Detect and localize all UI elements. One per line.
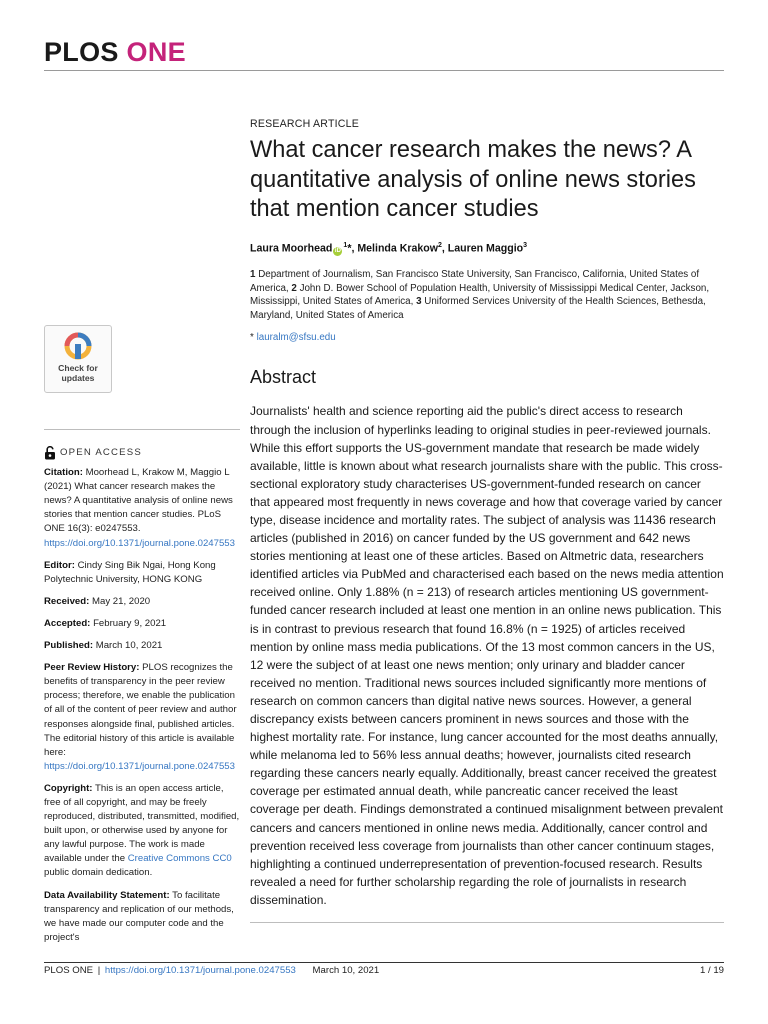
affiliation-number: 1	[250, 269, 256, 281]
sidebar-divider	[44, 429, 240, 430]
author-name[interactable]: Melinda Krakow	[357, 242, 438, 255]
received-date: May 21, 2020	[92, 595, 151, 607]
copyright-tail: public domain dedication.	[44, 867, 153, 879]
editor-text: Cindy Sing Bik Ngai, Hong Kong Polytechnic University, HONG KONG	[44, 559, 216, 585]
data-availability-text: To facilitate transparency and replication of our methods, we have made our computer code and the project's	[44, 889, 234, 943]
corresponding-mark: *	[250, 332, 254, 344]
author-name[interactable]: Lauren Maggio	[447, 242, 524, 255]
footer-separator: |	[97, 965, 101, 976]
article-main	[250, 118, 724, 923]
published-label: Published:	[44, 640, 94, 652]
corresponding-mark: *	[347, 242, 352, 255]
footer-journal: PLOS ONE	[44, 965, 94, 976]
orcid-icon[interactable]: iD	[334, 248, 341, 255]
citation-doi-link[interactable]: https://doi.org/10.1371/journal.pone.0247553	[44, 537, 235, 549]
crossmark-icon	[63, 332, 93, 362]
corresponding-author	[250, 332, 724, 343]
accepted-block	[44, 617, 240, 631]
citation-block	[44, 466, 240, 551]
page-footer	[44, 965, 724, 976]
article-type: RESEARCH ARTICLE	[250, 118, 359, 130]
citation-label: Citation:	[44, 467, 83, 479]
footer-doi-link[interactable]: https://doi.org/10.1371/journal.pone.0247553	[104, 965, 296, 976]
author-list: Laura Moorhead $iD^1*$, Melinda Krakow$^2$, Lauren Maggio$^3$	[250, 241, 528, 255]
affiliation-text: Department of Journalism, San Francisco State University, San Francisco, California, United States of America,	[250, 269, 700, 294]
copyright-text: This is an open access article, free of all copyright, and may be freely reproduced, distributed, transmitted, modified, built upon, or otherwise used by anyone for any lawful purpose. The work is made available under the	[44, 782, 240, 865]
author-affiliation-mark: 1	[343, 241, 348, 249]
article-sidebar	[44, 325, 240, 953]
affiliation-text: Uniformed Services University of the Health Sciences, Bethesda, Maryland, United States of America	[250, 296, 706, 321]
citation-text: Moorhead L, Krakow M, Maggio L (2021) What cancer research makes the news? A quantitative analysis of online news stories that mention cancer studies. PLoS ONE 16(3): e0247553.	[44, 467, 233, 535]
editor-block	[44, 559, 240, 587]
open-access-label	[44, 446, 240, 460]
journal-logo[interactable]	[44, 36, 186, 68]
copyright-label: Copyright:	[44, 782, 93, 794]
creative-commons-link[interactable]: Creative Commons CC0	[127, 853, 232, 865]
published-block	[44, 639, 240, 653]
accepted-date: February 9, 2021	[93, 617, 167, 629]
abstract-heading: Abstract	[250, 367, 317, 388]
header-divider	[44, 70, 724, 71]
corresponding-email-link[interactable]: lauralm@sfsu.edu	[256, 332, 336, 344]
data-availability-block	[44, 889, 240, 945]
affiliation-text: John D. Bower School of Population Health, University of Mississippi Medical Center, Jackson, Mississippi, United States of America,	[250, 282, 710, 308]
peer-review-block	[44, 661, 240, 774]
logo-plos: PLOS	[44, 37, 119, 67]
accepted-label: Accepted:	[44, 617, 91, 629]
copyright-block	[44, 782, 240, 881]
author-name[interactable]: Laura Moorhead	[250, 242, 333, 255]
peer-review-label: Peer Review History:	[44, 662, 140, 674]
abstract-text: Journalists' health and science reporting aid the public's direct access to research through the inclusion of hyperlinks leading to original studies in peer-reviewed journals. While this effort supports the US-government mandate that research be made widely available, little is known about what research journalists share with the public. This cross-sectional exploratory study characterises US-government-funded research on cancer that appeared most frequently in news coverage and how that coverage varied by cancer type, disease incidence and mortality rates. The subject of analysis was 11436 research articles (published in 2016) on cancer funded by the US government and 642 news stories mentioning at least one of these articles. Based on Altmetric data, researchers identified articles via PubMed and characterised each based on the news media attention received online. Only 1.88% (n = 213) of research articles mentioning US government-funded cancer research included at least one mention in an online news publication. This is in contrast to previous research that found 16.8% (n = 1925) of articles received mention by online mass media publications. Of the 13 most common cancers in the US, 12 were the subject of at least one news mention; only urinary and bladder cancer received no mention. Traditional news sources included significantly more mentions of research on common cancers than digital native news sources. However, a general discrepancy exists between cancers prominent in news sources and those with the highest mortality rate. For instance, lung cancer accounted for the most deaths annually, while melanoma led to 56% less annual deaths; however, journalists cited research regarding these cancers nearly equally. Additionally, breast cancer received the greatest coverage per estimated annual death, while pancreatic cancer received the least coverage per death. Findings demonstrated a continued misalignment between prevalent cancers and cancers mentioned in online news media. Additionally, cancer control and prevention received less coverage from journalists than other cancer continuum stages, highlighting a continued underrepresentation of prevention-focused research. Results revealed a need for further scholarship regarding the role of journalists in research dissemination.	[250, 404, 724, 907]
footer-divider	[44, 962, 724, 963]
affiliations	[250, 268, 724, 322]
editor-label: Editor:	[44, 559, 75, 571]
author-affiliation-mark: 3	[523, 241, 528, 249]
affiliation-number: 3	[416, 296, 422, 308]
logo-one: ONE	[126, 37, 186, 67]
received-label: Received:	[44, 595, 90, 607]
check-for-updates-badge[interactable]	[44, 325, 112, 393]
page-number: 1 / 19	[699, 965, 724, 976]
open-access-text: OPEN ACCESS	[60, 447, 142, 458]
received-block	[44, 595, 240, 609]
open-lock-icon	[44, 446, 56, 460]
author-affiliation-mark: 2	[438, 241, 442, 249]
peer-review-text: PLOS recognizes the benefits of transparency in the peer review process; therefore, we enable the publication of all of the content of peer review and author responses alongside final, published articles. The editorial history of this article is available here:	[44, 662, 237, 758]
footer-date: March 10, 2021	[312, 965, 380, 976]
peer-review-link[interactable]: https://doi.org/10.1371/journal.pone.0247553	[44, 760, 235, 772]
affiliation-number: 2	[291, 282, 297, 294]
abstract-divider	[250, 922, 724, 923]
published-date: March 10, 2021	[95, 640, 163, 652]
data-availability-label: Data Availability Statement:	[44, 889, 170, 901]
article-title: What cancer research makes the news? A quantitative analysis of online news stories that mention cancer studies	[250, 137, 696, 222]
badge-text-line2: updates	[61, 372, 95, 383]
footer-left	[44, 965, 379, 976]
badge-text-line1: Check for	[58, 363, 98, 373]
